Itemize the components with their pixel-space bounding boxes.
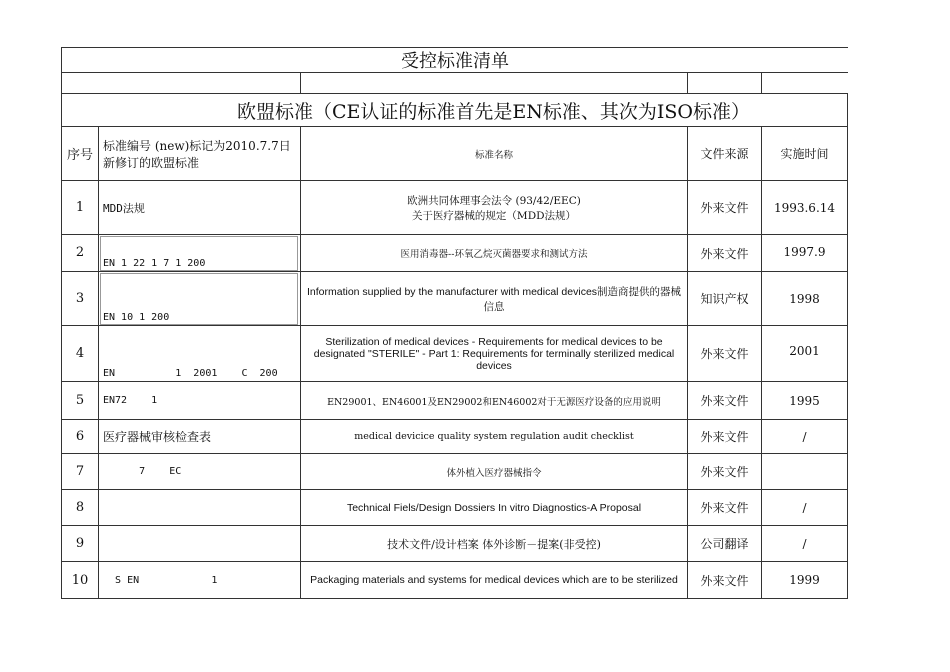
row-name: EN29001、EN46001及EN29002和EN46002对于无源医疗设备的应用说明: [301, 382, 688, 420]
row-seq: 5: [62, 382, 99, 420]
table-row: [61, 490, 848, 526]
row-date: /: [762, 420, 848, 454]
table-row: [61, 420, 848, 454]
table-row: [61, 382, 848, 420]
row-date: 1993.6.14: [762, 181, 848, 235]
row-code: 7 EC: [99, 454, 301, 490]
header-seq: 序号: [62, 127, 99, 181]
row-date: /: [762, 526, 848, 562]
table-row: [61, 454, 848, 490]
page-title: 受控标准清单: [62, 47, 848, 73]
row-source: 外来文件: [688, 420, 762, 454]
code-cell-frame: [100, 236, 298, 271]
row-seq: 8: [62, 490, 99, 526]
spacer-row: [61, 73, 848, 94]
row-code: [99, 526, 301, 562]
row-name: Information supplied by the manufacturer with medical devices制造商提供的器械信息: [301, 272, 688, 326]
row-source: 外来文件: [688, 382, 762, 420]
row-date: 1995: [762, 382, 848, 420]
row-date: 2001: [762, 326, 848, 382]
row-source: 外来文件: [688, 454, 762, 490]
row-date: [762, 454, 848, 490]
header-source: 文件来源: [688, 127, 762, 181]
header-row: [61, 127, 848, 181]
row-code: [99, 490, 301, 526]
row-name: Packaging materials and systems for medical devices which are to be sterilized: [301, 562, 688, 599]
row-date: /: [762, 490, 848, 526]
header-date: 实施时间: [762, 127, 848, 181]
eu-heading: 欧盟标准（CE认证的标准首先是EN标准、其次为ISO标准）: [62, 94, 848, 127]
code-cell-frame: [100, 273, 298, 325]
row-source: 外来文件: [688, 562, 762, 599]
row-date: 1997.9: [762, 235, 848, 272]
row-code: EN 1 22 1 7 1 200: [99, 235, 301, 272]
row-source: 外来文件: [688, 326, 762, 382]
row-source: 知识产权: [688, 272, 762, 326]
row-code: EN 1 2001 C 200: [99, 326, 301, 382]
row-seq: 4: [62, 326, 99, 382]
row-seq: 3: [62, 272, 99, 326]
row-code: EN 10 1 200: [99, 272, 301, 326]
row-date: 1999: [762, 562, 848, 599]
row-name: 医用消毒器--环氧乙烷灭菌器要求和测试方法: [301, 235, 688, 272]
header-code: 标准编号 (new)标记为2010.7.7日新修订的欧盟标准: [99, 127, 301, 181]
row-seq: 7: [62, 454, 99, 490]
table-row: [61, 562, 848, 599]
table-row: [61, 526, 848, 562]
row-name: Technical Fiels/Design Dossiers In vitro Diagnostics-A Proposal: [301, 490, 688, 526]
row-source: 外来文件: [688, 235, 762, 272]
row-code: MDD法规: [99, 181, 301, 235]
title-row: [61, 47, 848, 73]
row-date: 1998: [762, 272, 848, 326]
row-name: 技术文件/设计档案 体外诊断－提案(非受控): [301, 526, 688, 562]
row-code: 医疗器械审核检查表: [99, 420, 301, 454]
table-row: [61, 181, 848, 235]
eu-heading-row: [61, 94, 848, 127]
row-source: 外来文件: [688, 181, 762, 235]
row-name: 体外植入医疗器械指令: [301, 454, 688, 490]
row-seq: 6: [62, 420, 99, 454]
row-seq: 10: [62, 562, 99, 599]
row-name: medical devicice quality system regulation audit checklist: [301, 420, 688, 454]
row-name: Sterilization of medical devices - Requirements for medical devices to be designated "STERILE" - Part 1: Requirements for terminally sterilized medical devices: [301, 326, 688, 382]
row-source: 公司翻译: [688, 526, 762, 562]
row-name: 欧洲共同体理事会法令 (93/42/EEC) 关于医疗器械的规定（MDD法规）: [301, 181, 688, 235]
row-source: 外来文件: [688, 490, 762, 526]
row-seq: 2: [62, 235, 99, 272]
row-seq: 1: [62, 181, 99, 235]
row-seq: 9: [62, 526, 99, 562]
row-code: S EN 1: [99, 562, 301, 599]
table-row: [61, 326, 848, 382]
row-code: EN72 1: [99, 382, 301, 420]
header-name: 标准名称: [301, 127, 688, 181]
